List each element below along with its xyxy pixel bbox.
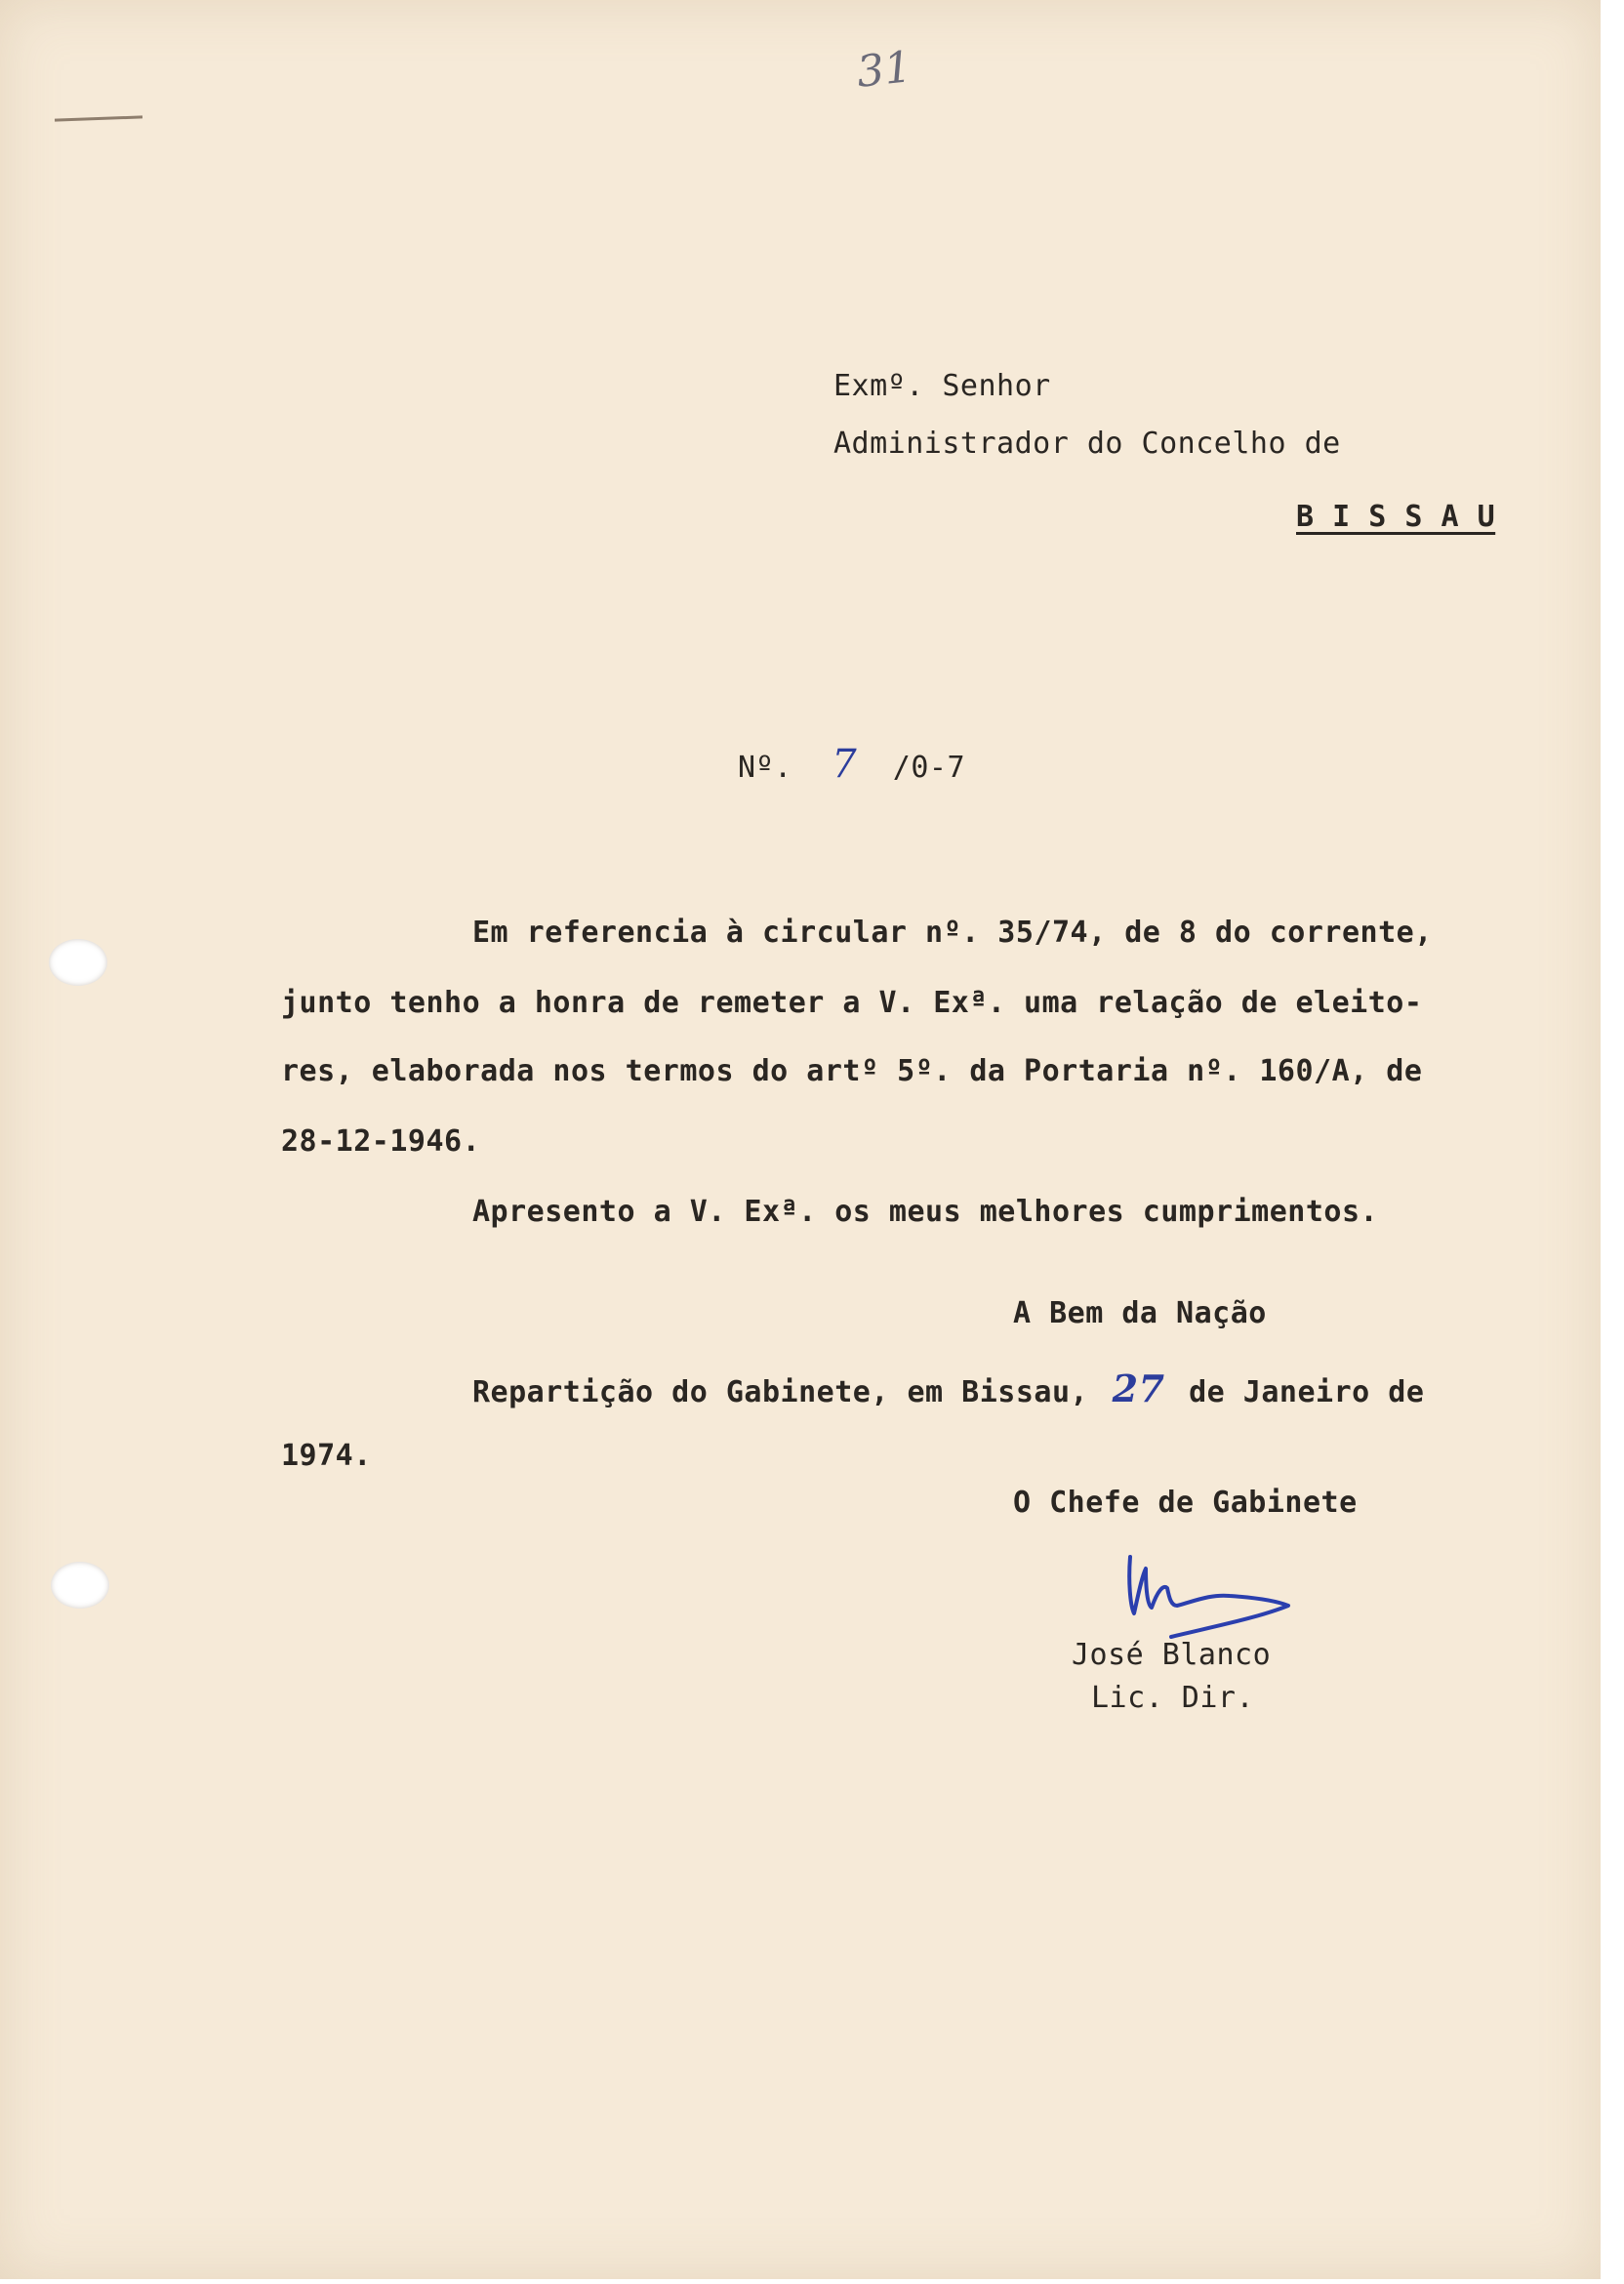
closing-motto: A Bem da Nação: [1013, 1296, 1267, 1330]
place-date-part1: Repartição do Gabinete, em Bissau,: [472, 1375, 1089, 1409]
address-city: B I S S A U: [1296, 500, 1496, 534]
handwritten-signature: [1113, 1537, 1327, 1654]
closing-place-date: [472, 1366, 1424, 1410]
address-salutation: Exmº. Senhor: [833, 369, 1051, 403]
signatory-name: José Blanco: [1072, 1638, 1272, 1672]
body-line-4: 28-12-1946.: [281, 1124, 481, 1159]
reference-prefix: Nº.: [738, 751, 792, 785]
body-line-2: junto tenho a honra de remeter a V. Exª. uma relação de eleito-: [281, 986, 1423, 1020]
reference-number-handwritten: 7: [832, 742, 858, 787]
signatory-degree: Lic. Dir.: [1091, 1681, 1255, 1715]
ink-mark: [55, 115, 142, 121]
day-handwritten: 27: [1112, 1366, 1165, 1410]
address-title: Administrador do Concelho de: [833, 427, 1341, 461]
place-date-part2: de Janeiro de: [1189, 1375, 1425, 1409]
reference-suffix: /0-7: [892, 751, 966, 785]
page-number-handwritten: 31: [854, 42, 914, 98]
closing-role: O Chefe de Gabinete: [1013, 1486, 1358, 1520]
body-line-3: res, elaborada nos termos do artº 5º. da Portaria nº. 160/A, de: [281, 1054, 1423, 1088]
body-line-1: Em referencia à circular nº. 35/74, de 8 do corrente,: [472, 916, 1433, 950]
punch-hole-bottom: [51, 1562, 109, 1609]
page-edge: [1601, 0, 1624, 2284]
reference-line: [738, 742, 965, 787]
punch-hole-top: [49, 939, 107, 986]
closing-year: 1974.: [281, 1439, 372, 1473]
body-paragraph-2: Apresento a V. Exª. os meus melhores cumprimentos.: [472, 1195, 1379, 1229]
